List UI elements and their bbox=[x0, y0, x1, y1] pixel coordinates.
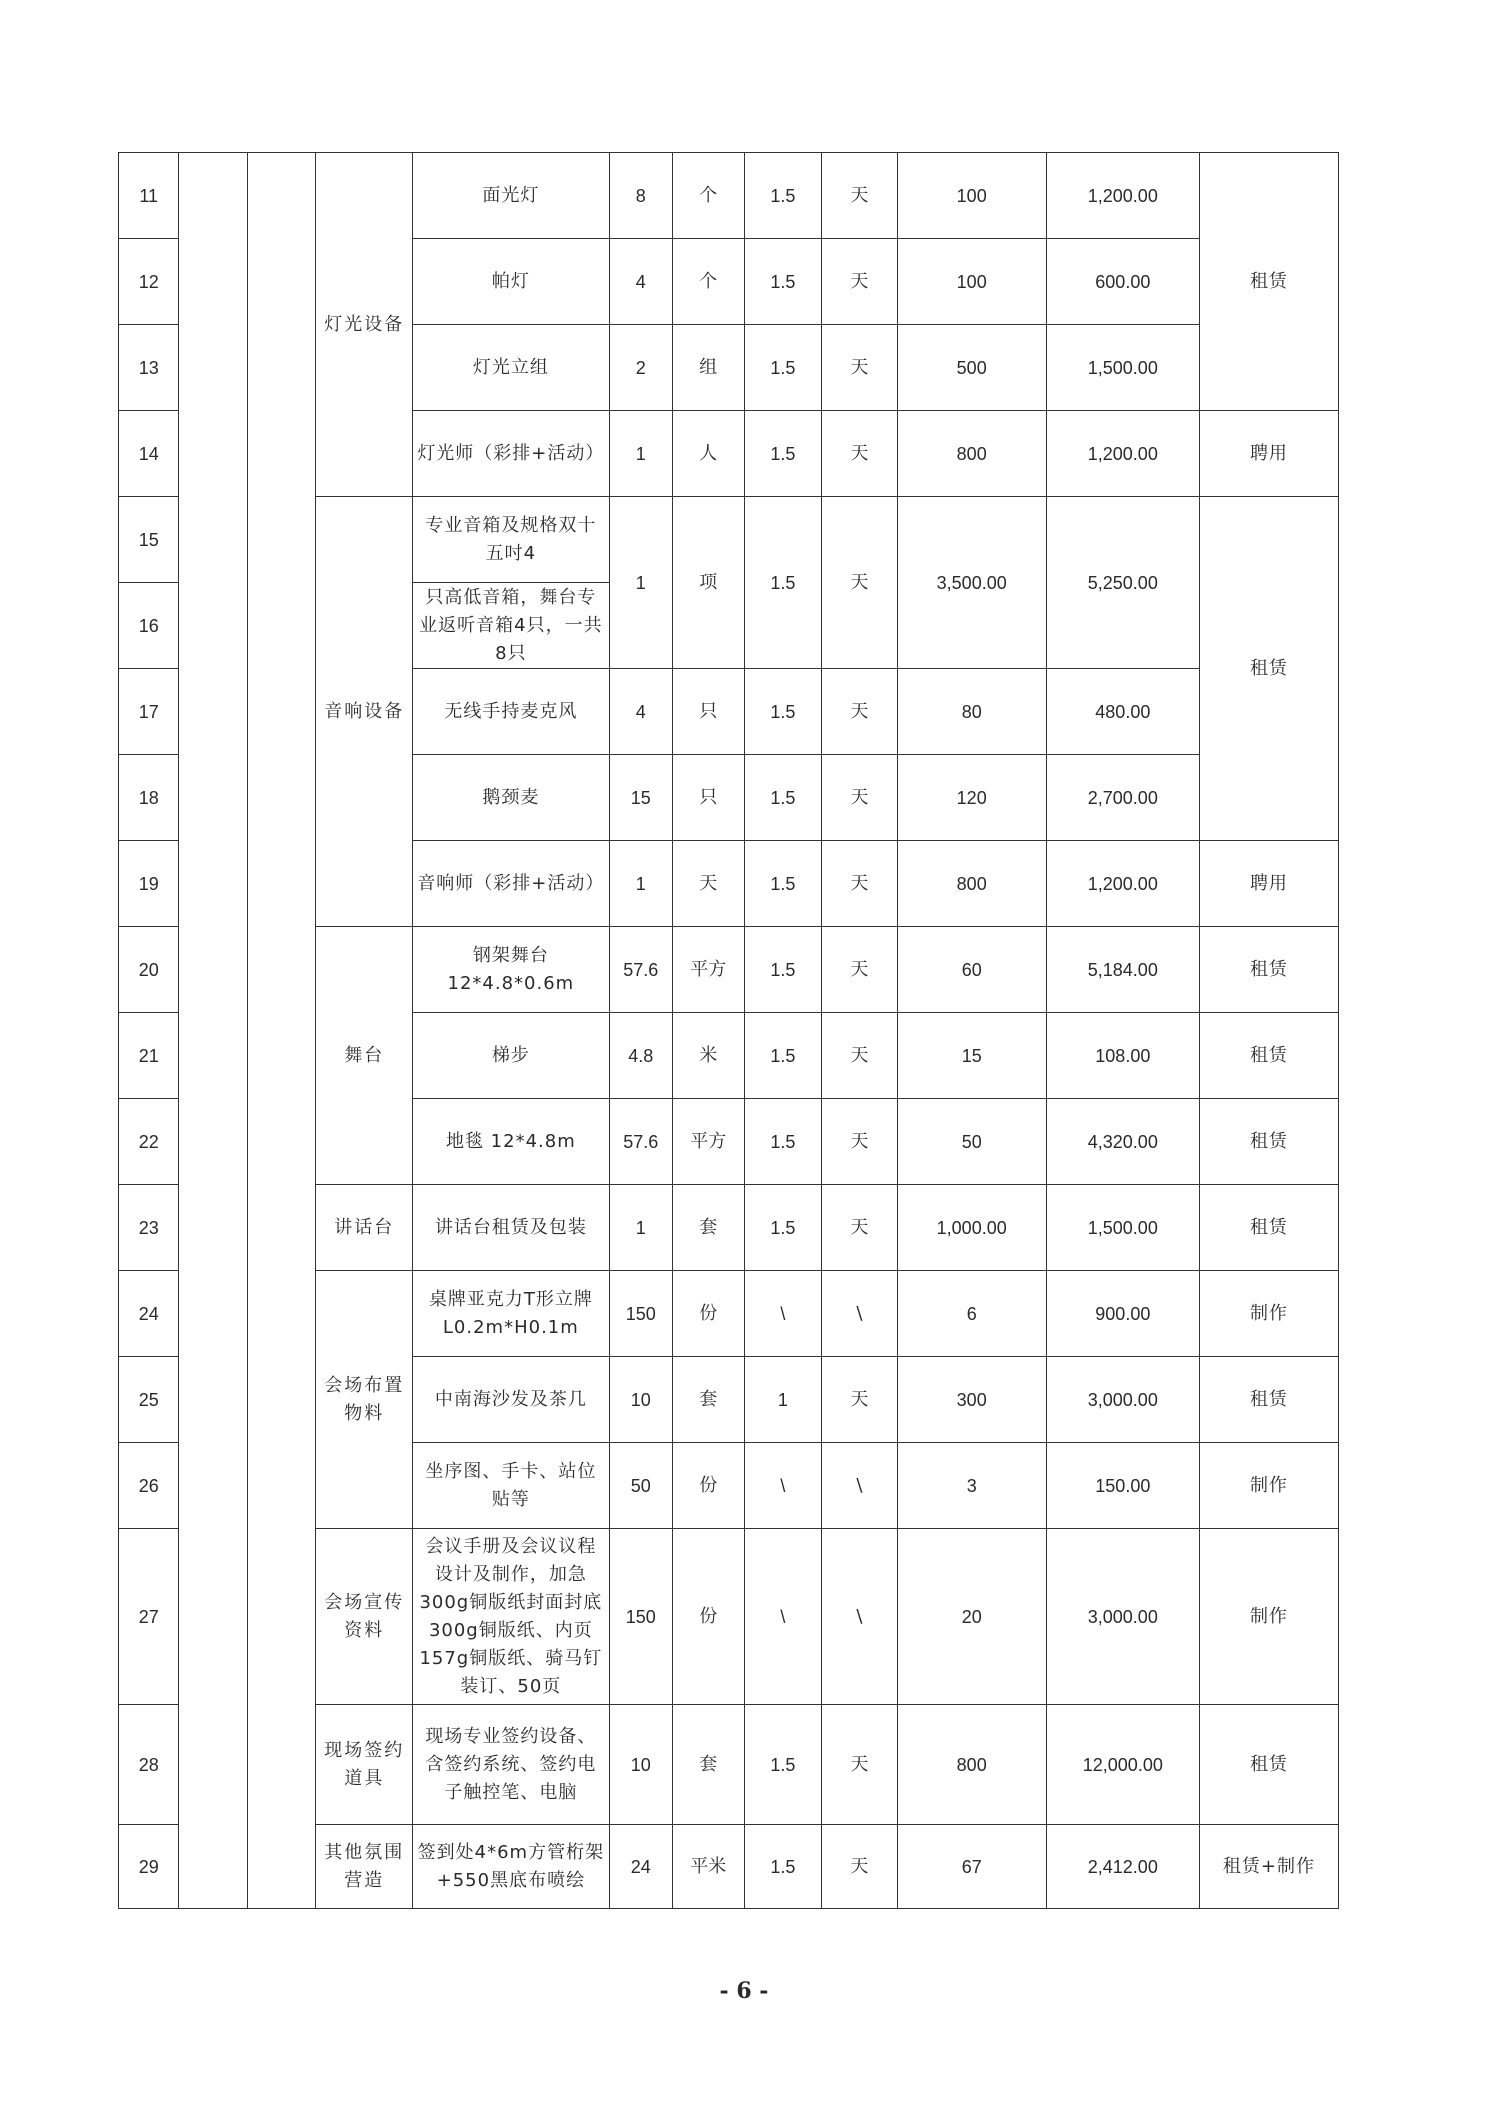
quantity: 57.6 bbox=[609, 1099, 672, 1185]
blank-column-a bbox=[179, 153, 248, 1909]
quantity: 10 bbox=[609, 1705, 672, 1825]
period: 1.5 bbox=[744, 497, 822, 669]
period: 1.5 bbox=[744, 411, 822, 497]
quotation-table bbox=[118, 152, 1339, 1909]
remark: 租赁+制作 bbox=[1199, 1825, 1338, 1909]
unit-price: 50 bbox=[897, 1099, 1046, 1185]
remark: 租赁 bbox=[1199, 1013, 1338, 1099]
quantity: 1 bbox=[609, 1185, 672, 1271]
subtotal: 5,184.00 bbox=[1046, 927, 1199, 1013]
row-number: 12 bbox=[119, 239, 179, 325]
row-number: 18 bbox=[119, 755, 179, 841]
remark: 租赁 bbox=[1199, 1099, 1338, 1185]
table-row bbox=[119, 153, 1339, 239]
unit-price: 60 bbox=[897, 927, 1046, 1013]
subtotal: 1,500.00 bbox=[1046, 325, 1199, 411]
unit: 套 bbox=[673, 1357, 745, 1443]
remark-lighting-hire: 聘用 bbox=[1199, 411, 1338, 497]
period-unit: 天 bbox=[822, 1825, 898, 1909]
category-audio: 音响设备 bbox=[316, 497, 413, 927]
unit-price: 15 bbox=[897, 1013, 1046, 1099]
subtotal: 480.00 bbox=[1046, 669, 1199, 755]
unit-price: 3 bbox=[897, 1443, 1046, 1529]
unit-price: 800 bbox=[897, 1705, 1046, 1825]
quantity: 24 bbox=[609, 1825, 672, 1909]
subtotal: 600.00 bbox=[1046, 239, 1199, 325]
category-podium: 讲话台 bbox=[316, 1185, 413, 1271]
period-unit: 天 bbox=[822, 755, 898, 841]
period: 1.5 bbox=[744, 153, 822, 239]
item-name: 现场专业签约设备、含签约系统、签约电子触控笔、电脑 bbox=[413, 1705, 609, 1825]
subtotal: 2,412.00 bbox=[1046, 1825, 1199, 1909]
item-name: 灯光立组 bbox=[413, 325, 609, 411]
period: 1.5 bbox=[744, 755, 822, 841]
period: 1 bbox=[744, 1357, 822, 1443]
unit: 平方 bbox=[673, 927, 745, 1013]
unit: 只 bbox=[673, 755, 745, 841]
remark: 租赁 bbox=[1199, 1705, 1338, 1825]
period-unit: 天 bbox=[822, 1185, 898, 1271]
item-name: 中南海沙发及茶几 bbox=[413, 1357, 609, 1443]
quantity: 1 bbox=[609, 411, 672, 497]
unit: 个 bbox=[673, 153, 745, 239]
remark: 租赁 bbox=[1199, 927, 1338, 1013]
quantity: 150 bbox=[609, 1529, 672, 1705]
remark-lighting-rent: 租赁 bbox=[1199, 153, 1338, 411]
category-signing-props: 现场签约道具 bbox=[316, 1705, 413, 1825]
row-number: 20 bbox=[119, 927, 179, 1013]
subtotal: 3,000.00 bbox=[1046, 1357, 1199, 1443]
item-name: 面光灯 bbox=[413, 153, 609, 239]
item-name: 专业音箱及规格双十五吋4 bbox=[413, 497, 609, 583]
unit: 份 bbox=[673, 1529, 745, 1705]
period: \ bbox=[744, 1443, 822, 1529]
period-unit: 天 bbox=[822, 1013, 898, 1099]
period-unit: 天 bbox=[822, 841, 898, 927]
quantity: 8 bbox=[609, 153, 672, 239]
unit-price: 800 bbox=[897, 841, 1046, 927]
unit-price: 1,000.00 bbox=[897, 1185, 1046, 1271]
item-name: 讲话台租赁及包装 bbox=[413, 1185, 609, 1271]
unit-price: 120 bbox=[897, 755, 1046, 841]
item-name: 会议手册及会议议程设计及制作，加急300g铜版纸封面封底300g铜版纸、内页157g铜版纸、骑马钉装订、50页 bbox=[413, 1529, 609, 1705]
period-unit: 天 bbox=[822, 411, 898, 497]
unit-price: 100 bbox=[897, 239, 1046, 325]
quantity: 15 bbox=[609, 755, 672, 841]
period: 1.5 bbox=[744, 1825, 822, 1909]
unit-price: 20 bbox=[897, 1529, 1046, 1705]
item-name: 地毯 12*4.8m bbox=[413, 1099, 609, 1185]
category-promo-materials: 会场宣传资料 bbox=[316, 1529, 413, 1705]
unit: 个 bbox=[673, 239, 745, 325]
category-atmosphere: 其他氛围营造 bbox=[316, 1825, 413, 1909]
period-unit: 天 bbox=[822, 1099, 898, 1185]
remark: 制作 bbox=[1199, 1271, 1338, 1357]
category-stage: 舞台 bbox=[316, 927, 413, 1185]
page-number: - 6 - bbox=[719, 1978, 769, 2004]
row-number: 19 bbox=[119, 841, 179, 927]
period-unit: \ bbox=[822, 1443, 898, 1529]
quantity: 4.8 bbox=[609, 1013, 672, 1099]
unit: 套 bbox=[673, 1705, 745, 1825]
period-unit: 天 bbox=[822, 927, 898, 1013]
item-name: 鹅颈麦 bbox=[413, 755, 609, 841]
item-name: 音响师（彩排+活动） bbox=[413, 841, 609, 927]
unit: 人 bbox=[673, 411, 745, 497]
subtotal: 1,200.00 bbox=[1046, 841, 1199, 927]
row-number: 23 bbox=[119, 1185, 179, 1271]
period: 1.5 bbox=[744, 239, 822, 325]
item-name: 灯光师（彩排+活动） bbox=[413, 411, 609, 497]
item-name: 梯步 bbox=[413, 1013, 609, 1099]
unit: 份 bbox=[673, 1271, 745, 1357]
period-unit: 天 bbox=[822, 497, 898, 669]
quantity: 2 bbox=[609, 325, 672, 411]
subtotal: 3,000.00 bbox=[1046, 1529, 1199, 1705]
period: 1.5 bbox=[744, 1013, 822, 1099]
unit-price: 6 bbox=[897, 1271, 1046, 1357]
subtotal: 1,200.00 bbox=[1046, 153, 1199, 239]
period: 1.5 bbox=[744, 927, 822, 1013]
period: 1.5 bbox=[744, 841, 822, 927]
unit-price: 300 bbox=[897, 1357, 1046, 1443]
category-venue: 会场布置物料 bbox=[316, 1271, 413, 1529]
remark: 聘用 bbox=[1199, 841, 1338, 927]
unit: 套 bbox=[673, 1185, 745, 1271]
item-name: 坐序图、手卡、站位贴等 bbox=[413, 1443, 609, 1529]
quantity: 150 bbox=[609, 1271, 672, 1357]
quantity: 4 bbox=[609, 239, 672, 325]
remark: 租赁 bbox=[1199, 1357, 1338, 1443]
quantity: 57.6 bbox=[609, 927, 672, 1013]
subtotal: 1,500.00 bbox=[1046, 1185, 1199, 1271]
subtotal: 900.00 bbox=[1046, 1271, 1199, 1357]
row-number: 25 bbox=[119, 1357, 179, 1443]
period-unit: \ bbox=[822, 1529, 898, 1705]
unit: 只 bbox=[673, 669, 745, 755]
unit-price: 800 bbox=[897, 411, 1046, 497]
period: 1.5 bbox=[744, 669, 822, 755]
row-number: 13 bbox=[119, 325, 179, 411]
period-unit: 天 bbox=[822, 239, 898, 325]
row-number: 11 bbox=[119, 153, 179, 239]
row-number: 21 bbox=[119, 1013, 179, 1099]
period: 1.5 bbox=[744, 1099, 822, 1185]
item-name: 钢架舞台 12*4.8*0.6m bbox=[413, 927, 609, 1013]
row-number: 15 bbox=[119, 497, 179, 583]
period-unit: 天 bbox=[822, 669, 898, 755]
period: 1.5 bbox=[744, 325, 822, 411]
item-name: 无线手持麦克风 bbox=[413, 669, 609, 755]
period: \ bbox=[744, 1529, 822, 1705]
row-number: 16 bbox=[119, 583, 179, 669]
row-number: 27 bbox=[119, 1529, 179, 1705]
unit-price: 500 bbox=[897, 325, 1046, 411]
period-unit: \ bbox=[822, 1271, 898, 1357]
period-unit: 天 bbox=[822, 1357, 898, 1443]
quantity: 10 bbox=[609, 1357, 672, 1443]
remark: 制作 bbox=[1199, 1443, 1338, 1529]
row-number: 28 bbox=[119, 1705, 179, 1825]
item-name: 只高低音箱，舞台专业返听音箱4只，一共8只 bbox=[413, 583, 609, 669]
row-number: 22 bbox=[119, 1099, 179, 1185]
period-unit: 天 bbox=[822, 1705, 898, 1825]
subtotal: 2,700.00 bbox=[1046, 755, 1199, 841]
quantity: 1 bbox=[609, 497, 672, 669]
unit: 组 bbox=[673, 325, 745, 411]
subtotal: 5,250.00 bbox=[1046, 497, 1199, 669]
period: 1.5 bbox=[744, 1185, 822, 1271]
unit-price: 100 bbox=[897, 153, 1046, 239]
row-number: 26 bbox=[119, 1443, 179, 1529]
unit: 米 bbox=[673, 1013, 745, 1099]
subtotal: 108.00 bbox=[1046, 1013, 1199, 1099]
period: 1.5 bbox=[744, 1705, 822, 1825]
row-number: 24 bbox=[119, 1271, 179, 1357]
unit-price: 80 bbox=[897, 669, 1046, 755]
unit: 平米 bbox=[673, 1825, 745, 1909]
row-number: 17 bbox=[119, 669, 179, 755]
item-name: 签到处4*6m方管桁架+550黑底布喷绘 bbox=[413, 1825, 609, 1909]
row-number: 29 bbox=[119, 1825, 179, 1909]
row-number: 14 bbox=[119, 411, 179, 497]
category-lighting: 灯光设备 bbox=[316, 153, 413, 497]
quantity: 50 bbox=[609, 1443, 672, 1529]
blank-column-b bbox=[247, 153, 316, 1909]
unit-price: 3,500.00 bbox=[897, 497, 1046, 669]
quantity: 4 bbox=[609, 669, 672, 755]
item-name: 帕灯 bbox=[413, 239, 609, 325]
period-unit: 天 bbox=[822, 153, 898, 239]
subtotal: 4,320.00 bbox=[1046, 1099, 1199, 1185]
subtotal: 1,200.00 bbox=[1046, 411, 1199, 497]
item-name: 桌牌亚克力T形立牌 L0.2m*H0.1m bbox=[413, 1271, 609, 1357]
subtotal: 150.00 bbox=[1046, 1443, 1199, 1529]
unit: 份 bbox=[673, 1443, 745, 1529]
subtotal: 12,000.00 bbox=[1046, 1705, 1199, 1825]
unit: 平方 bbox=[673, 1099, 745, 1185]
unit: 天 bbox=[673, 841, 745, 927]
remark: 制作 bbox=[1199, 1529, 1338, 1705]
period: \ bbox=[744, 1271, 822, 1357]
remark-audio-rent: 租赁 bbox=[1199, 497, 1338, 841]
quantity: 1 bbox=[609, 841, 672, 927]
unit: 项 bbox=[673, 497, 745, 669]
remark: 租赁 bbox=[1199, 1185, 1338, 1271]
period-unit: 天 bbox=[822, 325, 898, 411]
unit-price: 67 bbox=[897, 1825, 1046, 1909]
